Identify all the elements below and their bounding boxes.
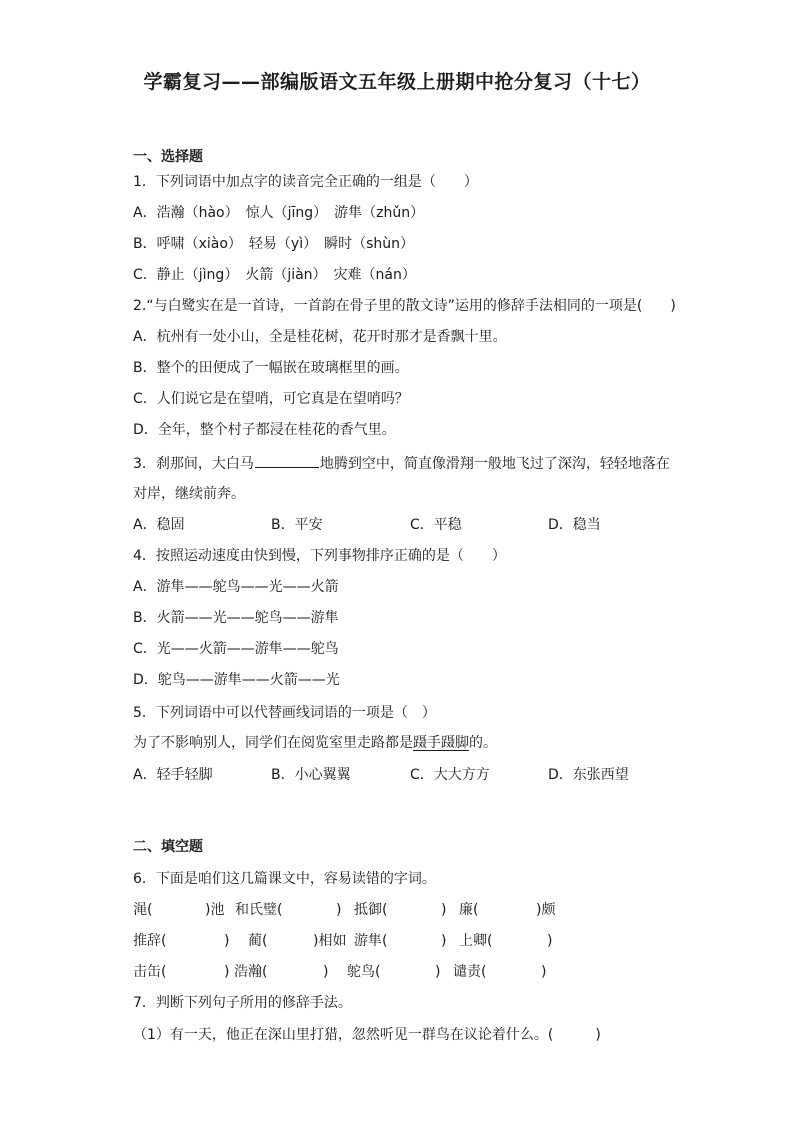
question-2-option-c: C．人们说它是在望哨，可它真是在望哨吗？: [133, 391, 409, 407]
question-5-option-c: C．大大方方: [410, 767, 490, 783]
question-2-option-a: A．杭州有一处小山，全是桂花树，花开时那才是香飘十里。: [133, 329, 507, 345]
q6-row1-term3-open: 抵御(: [354, 902, 388, 918]
question-4-option-d: D．鸵鸟——游隼——火箭——光: [133, 672, 340, 688]
question-3-stem-line2: 对岸，继续前奔。: [133, 486, 245, 502]
q6-row2-term4-open: 上卿(: [459, 933, 493, 949]
question-5-option-a: A．轻手轻脚: [133, 767, 213, 783]
q6-row3-term1-open: 击缶(: [133, 964, 167, 980]
question-4-stem: 4．按照运动速度由快到慢，下列事物排序正确的是（ ）: [133, 548, 506, 564]
question-4-option-a: A．游隼——鸵鸟——光——火箭: [133, 579, 339, 595]
question-7-item-1: （1）有一天，他正在深山里打猎，忽然听见一群鸟在议论着什么。( ): [133, 1027, 601, 1043]
question-3-option-b: B．平安: [271, 517, 323, 533]
q6-row1-term1-open: 渑(: [133, 902, 153, 918]
q6-row3-term3-close: ): [435, 964, 441, 980]
question-5-option-d: D．东张西望: [548, 767, 629, 783]
q6-row3-term3-open: 鸵鸟(: [347, 964, 381, 980]
question-2-option-d: D．全年，整个村子都浸在桂花的香气里。: [133, 422, 396, 438]
question-4-option-b: B．火箭——光——鸵鸟——游隼: [133, 610, 339, 626]
q6-row2-term3-open: 游隼(: [354, 933, 388, 949]
section-heading-fill: 二、填空题: [133, 839, 203, 855]
question-6-stem: 6．下面是咱们这几篇课文中，容易读错的字词。: [133, 871, 436, 887]
q6-row1-term2-close: ): [336, 902, 342, 918]
question-1-stem: 1．下列词语中加点字的读音完全正确的一组是（ ）: [133, 174, 478, 190]
q6-row2-term2-close: )相如: [313, 933, 347, 949]
question-5-option-b: B．小心翼翼: [271, 767, 351, 783]
q6-row1-term1-close: )池: [205, 902, 225, 918]
question-3-option-a: A．稳固: [133, 517, 185, 533]
question-5-sentence: [133, 733, 497, 753]
question-3-option-d: D．稳当: [548, 517, 601, 533]
question-1-option-c: C．静止（jìng） 火箭（jiàn） 灾难（nán）: [133, 267, 416, 283]
question-3-option-c: C．平稳: [410, 517, 462, 533]
question-3-stem-before: 3．刹那间，大白马: [133, 456, 254, 472]
q6-row3-term4-close: ): [541, 964, 547, 980]
q6-row2-term3-close: ): [441, 933, 447, 949]
question-5-sentence-after: 的。: [469, 735, 497, 751]
q6-row3-term2-open: 浩瀚(: [234, 964, 268, 980]
question-4-option-c: C．光——火箭——游隼——鸵鸟: [133, 641, 339, 657]
question-2-option-b: B．整个的田便成了一幅嵌在玻璃框里的画。: [133, 360, 409, 376]
q6-row1-term2-open: 和氏璧(: [235, 902, 283, 918]
q6-row1-term4-open: 廉(: [459, 902, 479, 918]
q6-row2-term2-open: 蔺(: [248, 933, 268, 949]
q6-row1-term4-close: )颇: [536, 902, 556, 918]
question-3-stem-after: 地腾到空中，简直像滑翔一般地飞过了深沟，轻轻地落在: [319, 456, 670, 472]
q6-row2-term1-open: 推辞(: [133, 933, 167, 949]
question-1-option-b: B．呼啸（xiào） 轻易（yì） 瞬时（shùn）: [133, 236, 415, 252]
question-2-stem: 2.“与白鹭实在是一首诗，一首韵在骨子里的散文诗”运用的修辞手法相同的一项是( ): [133, 298, 676, 314]
q6-row3-term2-close: ): [323, 964, 329, 980]
q6-row2-term4-close: ): [547, 933, 553, 949]
question-7-stem: 7．判断下列句子所用的修辞手法。: [133, 995, 352, 1011]
question-3-stem: [133, 453, 670, 474]
answer-blank[interactable]: [255, 453, 319, 468]
page-title: 学霸复习——部编版语文五年级上册期中抢分复习（十七）: [143, 71, 651, 93]
q6-row3-term4-open: 谴责(: [453, 964, 487, 980]
question-5-sentence-before: 为了不影响别人，同学们在阅览室里走路都是: [133, 735, 413, 751]
question-5-underlined-phrase: 蹑手蹑脚: [413, 735, 469, 751]
q6-row3-term1-close: ): [224, 964, 230, 980]
question-1-option-a: A．浩瀚（hào） 惊人（jīng） 游隼（zhǔn）: [133, 205, 425, 221]
q6-row1-term3-close: ): [441, 902, 447, 918]
section-heading-choice: 一、选择题: [133, 149, 203, 165]
q6-row2-term1-close: ): [224, 933, 230, 949]
question-5-stem: 5．下列词语中可以代替画线词语的一项是（ ）: [133, 705, 436, 721]
